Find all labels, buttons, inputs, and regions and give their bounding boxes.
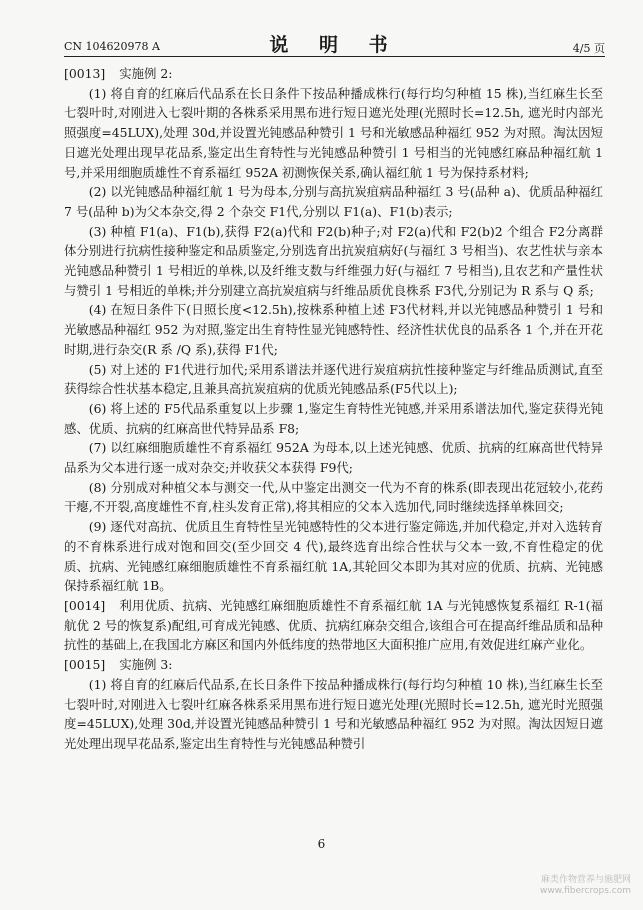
paragraph-number: [0014] bbox=[64, 597, 106, 613]
paragraph-text: (1) 将自育的红麻后代品系,在长日条件下按品种播成株行(每行均匀种植 10 株),当红麻生长至七裂叶时,对刚进入七裂叶红麻各株系采用黑布进行短日遮光处理(光照时长=12.5h, 遮光时光照强度=45LUX),处理 30d,并设置光钝感品种赞引 1 号和光敏感品种福红 952 为对照。淘汰因短日遮光处理出现早花品系,鉴定出生育特性与光钝感品种赞引 bbox=[64, 676, 603, 751]
step-paragraph bbox=[64, 84, 603, 183]
step-paragraph bbox=[64, 517, 603, 596]
paragraph-text: (5) 对上述的 F1代进行加代;采用系谱法并逐代进行炭疽病抗性接种鉴定与纤维品质测试,直至获得综合性状基本稳定,且兼具高抗炭疽病的优质光钝感品系(F5代以上); bbox=[64, 361, 603, 397]
paragraph-text: 实施例 3: bbox=[119, 657, 173, 673]
watermark-site-name: 麻类作物营养与施肥网 bbox=[540, 875, 631, 885]
paragraph-text: (4) 在短日条件下(日照长度<12.5h),按株系种植上述 F3代材料,并以光钝感品种赞引 1 号和光敏感品种福红 952 为对照,鉴定出生育特性显光钝感特性、经济性状优良的品系各 1 个,并在开花时期,进行杂交(R 系 /Q 系),获得 F1代; bbox=[64, 302, 603, 357]
paragraph-text: 利用优质、抗病、光钝感红麻细胞质雄性不育系福红航 1A 与光钝感恢复系福红 R-1(福航优 2 号的恢复系)配组,可育成光钝感、优质、抗病红麻杂交组合,该组合可在提高纤维品质和品种抗性的基础上,在我国北方麻区和国内外低纬度的热带地区大面积推广应用,有效促进红麻产业化。 bbox=[64, 597, 603, 653]
page-header bbox=[64, 30, 605, 57]
section-title: 说 明 书 bbox=[269, 34, 400, 56]
watermark-url: www.fibercrops.com bbox=[540, 886, 631, 896]
step-paragraph bbox=[64, 222, 603, 301]
paragraph-text: (9) 逐代对高抗、优质且生育特性呈光钝感特性的父本进行鉴定筛选,并加代稳定,并对入选转育的不育株系进行成对饱和回交(至少回交 4 代),最终选育出综合性状与父本一致,不育性稳定的优质、抗病、光钝感红麻细胞质雄性不育系福红航 1A,其轮回父本即为其对应的优质、抗病、光钝感保持系福红航 1B。 bbox=[64, 519, 603, 594]
section-paragraph bbox=[64, 64, 603, 84]
page-indicator: 4/5 页 bbox=[572, 42, 605, 55]
paragraph-text: (2) 以光钝感品种福红航 1 号为母本,分别与高抗炭疽病品种福红 3 号(品种 a)、优质品种福红 7 号(品种 b)为父本杂交,得 2 个杂交 F1代,分别以 F1(a)、F1(b)表示; bbox=[64, 184, 603, 219]
step-paragraph bbox=[64, 478, 603, 517]
document-body bbox=[64, 64, 603, 754]
step-paragraph bbox=[64, 360, 603, 399]
section-paragraph bbox=[64, 655, 603, 675]
paragraph-text: (6) 将上述的 F5代品系重复以上步骤 1,鉴定生育特性光钝感,并采用系谱法加代,鉴定获得光钝感、优质、抗病的红麻高世代特异品系 F8; bbox=[64, 400, 603, 436]
paragraph-number: [0015] bbox=[64, 657, 106, 673]
paragraph-text: (7) 以红麻细胞质雄性不育系福红 952A 为母本,以上述光钝感、优质、抗病的红麻高世代特异品系为父本进行逐一成对杂交;并收获父本获得 F9代; bbox=[64, 440, 603, 476]
section-paragraph bbox=[64, 596, 603, 655]
paragraph-number: [0013] bbox=[64, 66, 106, 81]
step-paragraph bbox=[64, 182, 603, 221]
step-paragraph bbox=[64, 675, 603, 754]
paragraph-text: (8) 分别成对种植父本与测交一代,从中鉴定出测交一代为不育的株系(即表现出花冠较小,花药干瘪,不开裂,高度雄性不育,柱头发育正常),将其相应的父本入选加代,同时继续选择单株回交; bbox=[64, 479, 603, 515]
page-number: 6 bbox=[317, 837, 326, 851]
patent-number: CN 104620978 A bbox=[64, 40, 160, 53]
watermark bbox=[485, 875, 631, 897]
step-paragraph bbox=[64, 300, 603, 359]
paragraph-text: 实施例 2: bbox=[119, 66, 173, 81]
paragraph-text: (3) 种植 F1(a)、F1(b),获得 F2(a)代和 F2(b)种子;对 F2(a)代和 F2(b)2 个组合 F2分离群体分别进行抗病性接种鉴定和品质鉴定,分别选育出抗炭疽病好(与福红 3 号相当)、农艺性状与亲本光钝感品种赞引 1 号相近的单株,以及纤维支数与纤维强力好(与福红 7 号相当),且农艺和产量性状与赞引 1 号相近的单株;并分别建立高抗炭疽病与纤维品质优良株系 F3代,分别记为 R 系与 Q 系; bbox=[64, 223, 603, 298]
paragraph-text: (1) 将自育的红麻后代品系在长日条件下按品种播成株行(每行均匀种植 15 株),当红麻生长至七裂叶时,对刚进入七裂叶期的各株系采用黑布进行短日遮光处理(光照时长=12.5h, 遮光时内部光照强度=45LUX),处理 30d,并设置光钝感品种赞引 1 号和光敏感品种福红 952 为对照。淘汰因短日遮光处理出现早花品系,鉴定出生育特性与光钝感品种赞引 1 号相当的光钝感红麻品种福红航 1 号,并采用细胞质雄性不育系福红 952A 初测恢保关系,确认福红航 1 号为保持系材料; bbox=[64, 85, 603, 180]
step-paragraph bbox=[64, 438, 603, 477]
step-paragraph bbox=[64, 399, 603, 438]
